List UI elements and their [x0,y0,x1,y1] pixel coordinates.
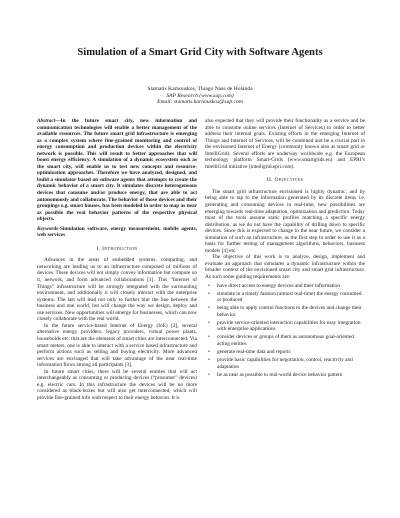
list-item-text: being able to apply control functions to the devices and change their behavior [217,305,362,318]
author-block [20,86,380,106]
left-column [37,118,197,401]
intro-paragraph: Advances in the areas of embedded systems, computing, and networking are leading us to an infrastructure composed of millions of devices. These devices will not simply convey information but compute on it, network, and form advanced collaborations [1]. This “Internet of Things” infrastructure will be strongly integrated with the surrounding environment, and additionally it will closely interact with the enterprise systems. The last will lead not only to further blur the line between the business and real world, but will change the way we design, deploy and use services. New opportunities will emerge for businesses, which can now closely collaborate with the real world. [37,257,197,323]
bullet-icon: • [208,319,210,326]
list-item-text: be as near as possible to real-world device behavior pattern [217,371,343,378]
author-affiliation: SAP Research (www.sap.com) [166,92,234,99]
intro-paragraph-continued: also expected that they will provide their functionality as a service and be able to consume online services (Internet of Services) in order to better address their internal goals. Existing efforts in the emerging Internet of Things and Internet of Services, will be combined and be a crucial part in the envisioned Internet of Energy (commonly known also as smart grid or IntelliGrid). Several efforts are underway worldwide e.g. the European technology platform Smart-Grids (www.smartgrids.eu) and EPRI’s IntelliGrid initiative (intelligrid.epri.com). [205,118,365,170]
bullet-icon: • [208,305,210,312]
list-item [208,290,365,304]
abstract [37,118,197,223]
list-item [208,334,365,347]
bullet-icon: • [208,371,210,378]
abstract-lead: Abstract [37,118,56,124]
section-heading-objectives: II. Objectives [266,177,304,184]
keywords-text: -Simulation software, energy measurement, mobile agents, web services [37,225,197,239]
keywords [37,226,197,239]
list-item-text: have direct access to energy devices and their information [217,282,340,289]
section-heading-introduction: I. Introduction [96,245,138,252]
list-item [208,319,365,333]
intro-paragraph: In the future service-based Internet of Energy (IoE) [2], several alternative energy providers, legacy providers, virtual power plants, households etc. that are the elements of smart cities are interconnected. Via smart meters, one is able to interact with a service based infrastructure and perform actions such as selling and buying electricity. More advanced services are envisaged that will take advantage of the near real-time information flows among all participants [3]. [37,322,197,369]
list-item-text: generate real-time data and reports [217,349,291,355]
bullet-icon: • [208,357,210,364]
bullet-icon: • [208,282,210,289]
keywords-lead: Keywords [37,225,59,232]
abstract-text: —In the future smart city, new information and communication technologies will enable a better management of the available resources. The future smart grid infrastructure is emerging as a complex system where fine-grained monitoring and control of energy consumption and production devices within the electricity network is possible. This will result to better approaches that will boost energy efficiency. A simulation of a dynamic ecosystem such as the smart city, will enable us to test new concepts and resource-optimization approaches. Therefore we have analyzed, designed, and build a simulator based on software agents that attempts to create the dynamic behavior of a smart city. It simulates discrete heterogeneous devices that consume and/or produce energy, that are able to act autonomously and collaborate. The behavior of those devices and their groupings e.g. smart houses, has been modeled in order to map as near as possible the real behavior patterns of the respective physical objects. [37,118,197,223]
bullet-icon: • [208,349,210,355]
list-item [208,349,365,356]
list-item [208,371,365,379]
list-item [208,357,365,370]
objectives-paragraph: The objective of this work is to analyze, design, implement and evaluate an approach that simulates a dynamic infrastructure within the broader context of the envisioned smart city and smart grid infrastructure. As such some guiding requirements are: [205,254,365,281]
list-item-text: simulate in a timely fashion (almost real-time) the energy consumed or produced [217,290,362,304]
list-item-text: provide basic capabilities for negotiation, control, reactivity and adaptation [217,357,353,370]
list-item [208,282,365,290]
list-item-text: provide service-oriented interaction capabilities for easy integration with enterprise applications [217,319,361,333]
bullet-icon: • [208,334,210,341]
author-names: Stamatis Karnouskos, Thiago Nass de Holanda [147,86,253,92]
list-item [208,305,365,318]
bullet-icon: • [208,290,210,297]
right-column [205,118,365,380]
list-item-text: consider devices or groups of them as autonomous goal-oriented acting entities [217,334,354,347]
paper-title: Simulation of a Smart Grid City with Software Agents [77,47,323,58]
intro-paragraph: In future smart cities, there will be several entities that will act interchangeably as consuming or producing devices (“prosumer” devices) e.g. electric cars. In this infrastructure the devices will be no more considered as black-boxes but will also get interconnected, which will provide fine-grained info with respect to their energy behavior. It is [37,368,197,401]
requirements-list [205,283,365,379]
objectives-paragraph: The smart grid infrastructure envisioned is highly dynamic, and by being able to tap to the information generated by its discrete items i.e. generating and consuming devices in real-time, new possibilities are emerging towards real-time adaptation, optimization and prediction. Today most of the tools assume static profiles matching a specific energy distribution, as we do not have the capability of drilling down to specific devices. Since this is expected to change in the near future, we consider a simulation of such an infrastructure, as the first step in order to use it as a basis for further testing of management algorithms, behaviors, business models [4] etc. [205,188,365,254]
author-email: Email: stamatis.karnouskos@sap.com [157,99,243,106]
